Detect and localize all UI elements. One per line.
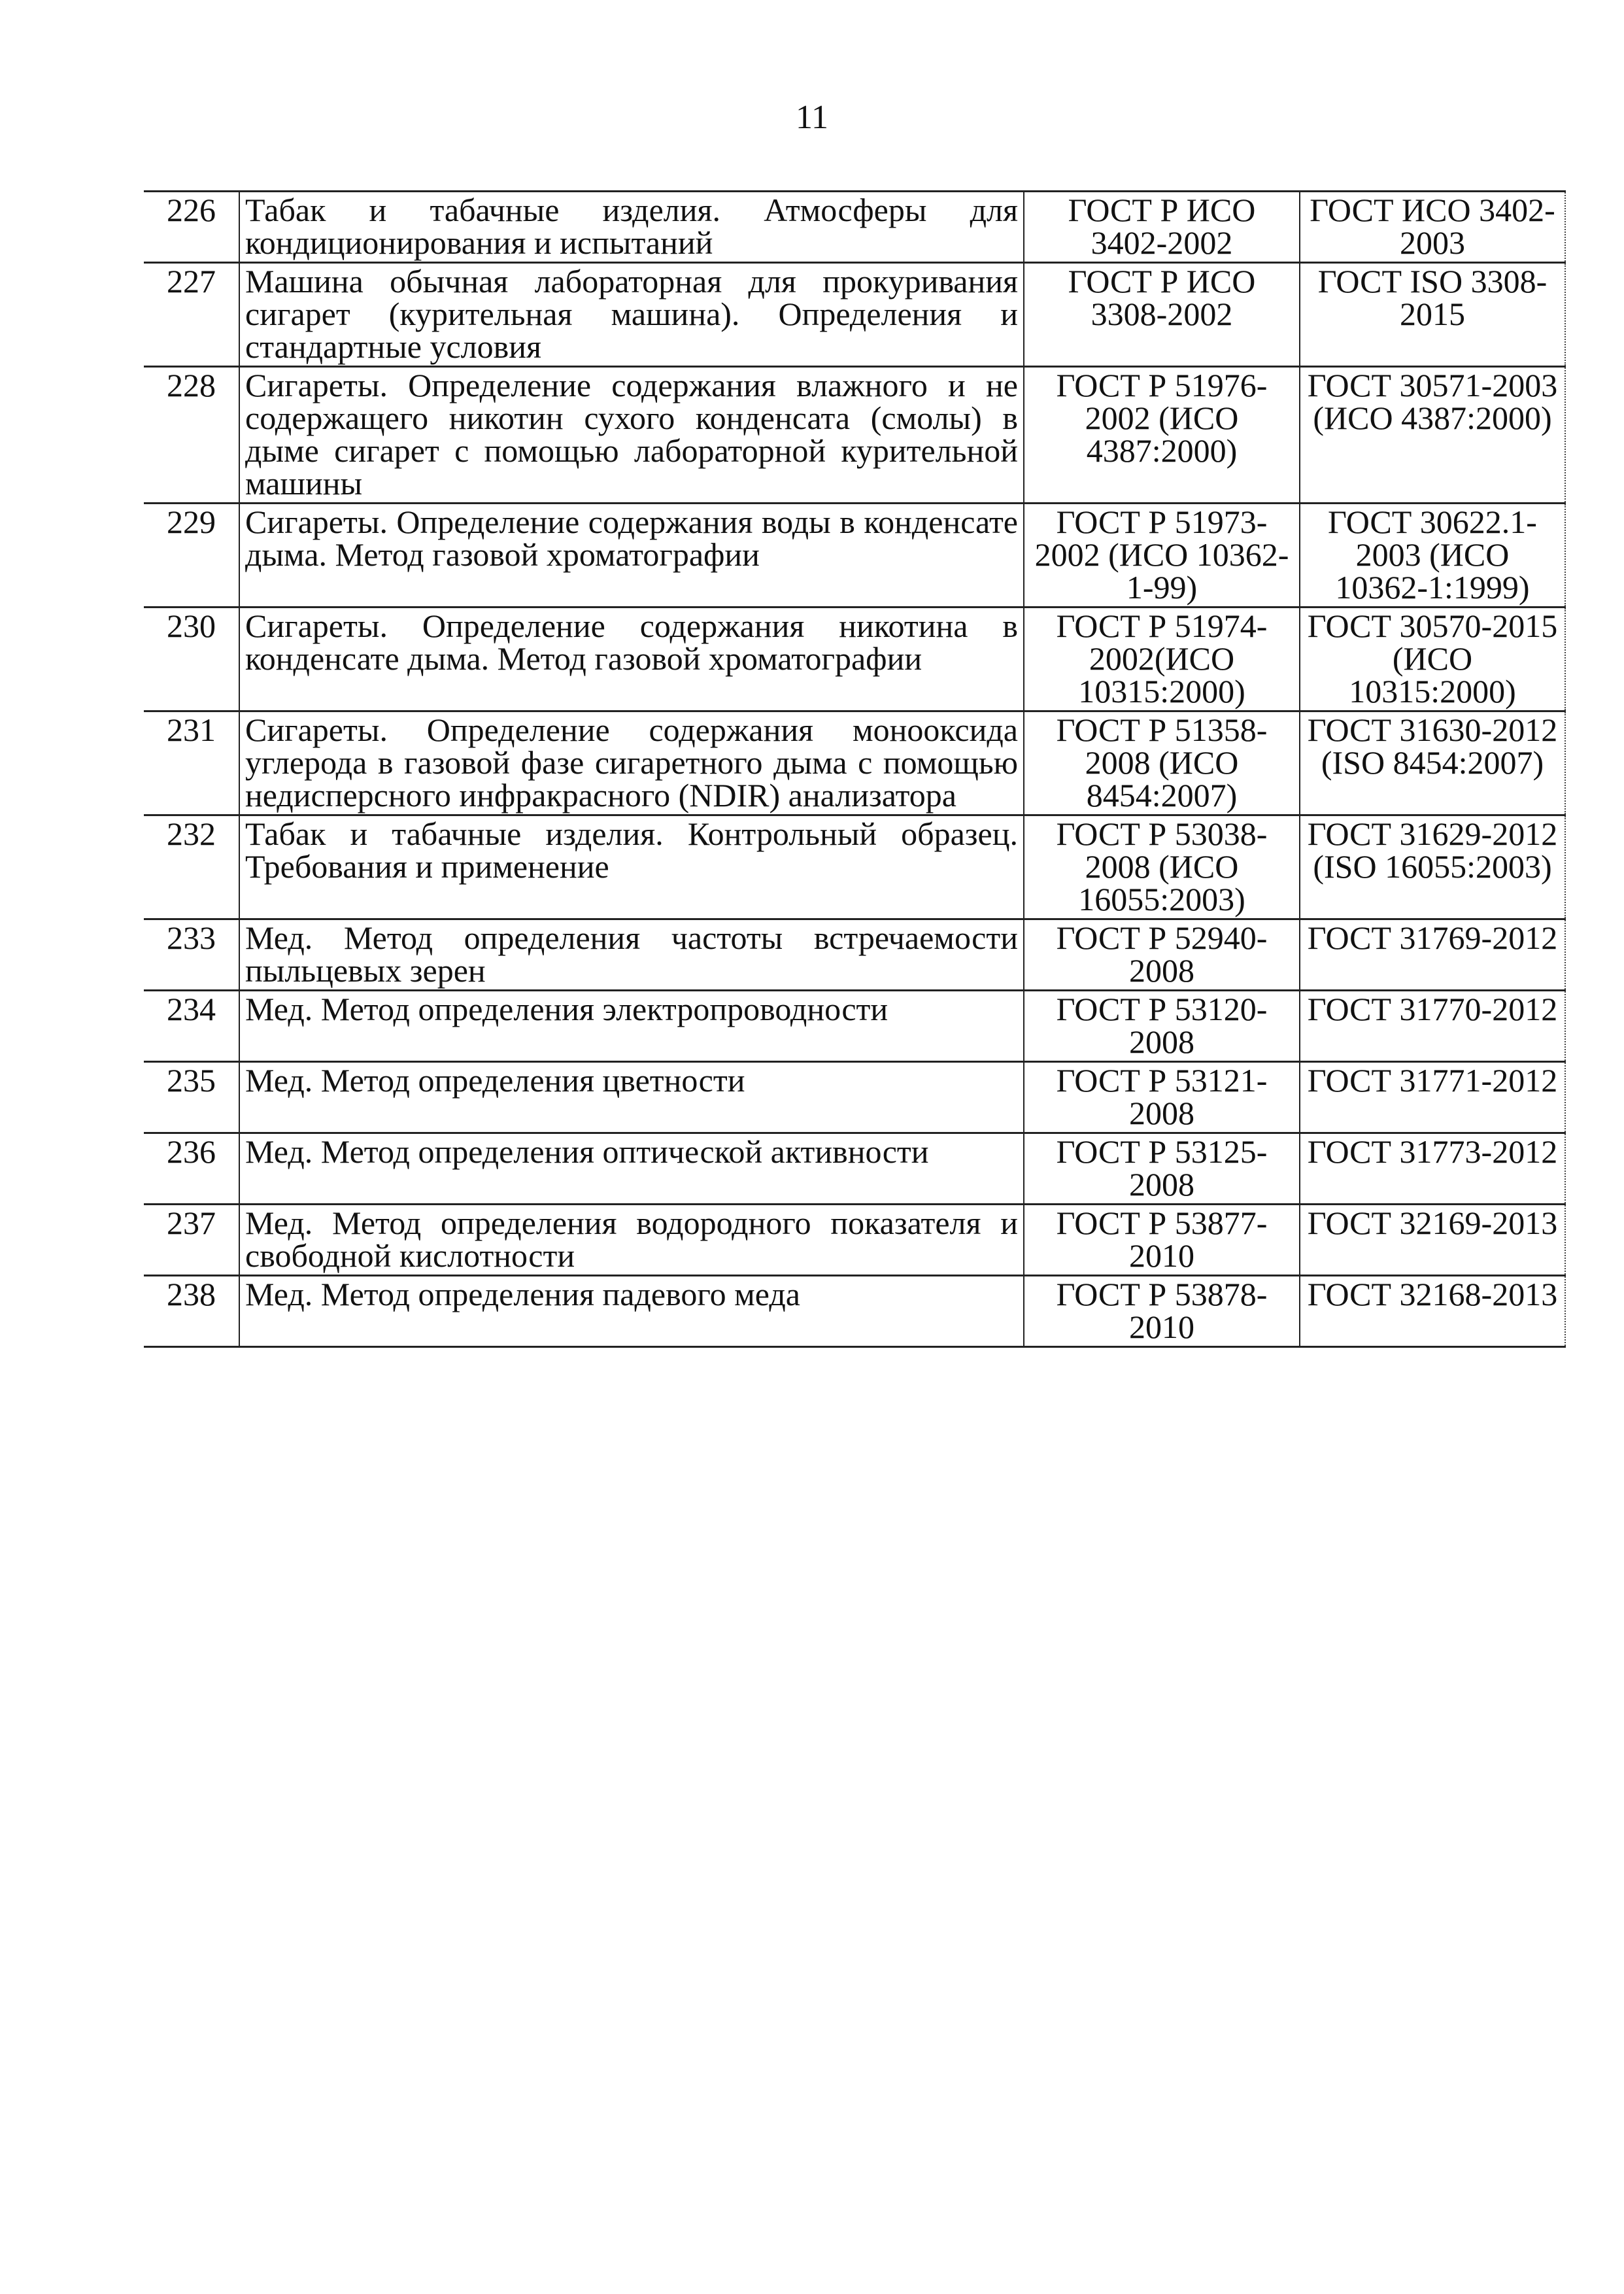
row-number: 229	[144, 504, 239, 608]
gost-designation: ГОСТ ИСО 3402-2003	[1300, 192, 1565, 263]
gost-designation: ГОСТ 31771-2012	[1300, 1062, 1565, 1133]
gost-r-designation: ГОСТ Р 51973-2002 (ИСО 10362-1-99)	[1024, 504, 1300, 608]
table-row	[144, 919, 1565, 991]
gost-r-designation: ГОСТ Р 53125-2008	[1024, 1133, 1300, 1205]
row-number: 236	[144, 1133, 239, 1205]
standard-title: Мед. Метод определения частоты встречаемости пыльцевых зерен	[239, 919, 1024, 991]
standard-title: Мед. Метод определения водородного показателя и свободной кислотности	[239, 1205, 1024, 1276]
gost-r-designation: ГОСТ Р 53038-2008 (ИСО 16055:2003)	[1024, 815, 1300, 919]
gost-r-designation: ГОСТ Р 53121-2008	[1024, 1062, 1300, 1133]
gost-designation: ГОСТ 31630-2012 (ISO 8454:2007)	[1300, 711, 1565, 815]
row-number: 238	[144, 1276, 239, 1347]
standards-table	[144, 190, 1566, 1348]
table-row	[144, 1276, 1565, 1347]
gost-designation: ГОСТ 32169-2013	[1300, 1205, 1565, 1276]
standard-title: Мед. Метод определения цветности	[239, 1062, 1024, 1133]
standard-title: Табак и табачные изделия. Контрольный образец. Требования и применение	[239, 815, 1024, 919]
gost-r-designation: ГОСТ Р 53120-2008	[1024, 991, 1300, 1062]
table-row	[144, 711, 1565, 815]
standard-title: Мед. Метод определения оптической активности	[239, 1133, 1024, 1205]
standard-title: Сигареты. Определение содержания монооксида углерода в газовой фазе сигаретного дыма с помощью недисперсного инфракрасного (NDIR) анализатора	[239, 711, 1024, 815]
gost-r-designation: ГОСТ Р 53878-2010	[1024, 1276, 1300, 1347]
row-number: 227	[144, 263, 239, 367]
standard-title: Машина обычная лабораторная для прокуривания сигарет (курительная машина). Определения и стандартные условия	[239, 263, 1024, 367]
row-number: 234	[144, 991, 239, 1062]
table-row	[144, 608, 1565, 711]
row-number: 233	[144, 919, 239, 991]
row-number: 230	[144, 608, 239, 711]
gost-designation: ГОСТ 31629-2012 (ISO 16055:2003)	[1300, 815, 1565, 919]
gost-designation: ГОСТ 31773-2012	[1300, 1133, 1565, 1205]
gost-designation: ГОСТ 30571-2003 (ИСО 4387:2000)	[1300, 367, 1565, 504]
table-row	[144, 263, 1565, 367]
standard-title: Табак и табачные изделия. Атмосферы для кондиционирования и испытаний	[239, 192, 1024, 263]
row-number: 237	[144, 1205, 239, 1276]
gost-designation: ГОСТ 30622.1-2003 (ИСО 10362-1:1999)	[1300, 504, 1565, 608]
standard-title: Сигареты. Определение содержания никотина в конденсате дыма. Метод газовой хроматографии	[239, 608, 1024, 711]
row-number: 231	[144, 711, 239, 815]
table-row	[144, 192, 1565, 263]
row-number: 228	[144, 367, 239, 504]
table-row	[144, 1133, 1565, 1205]
table-row	[144, 367, 1565, 504]
gost-designation: ГОСТ 31769-2012	[1300, 919, 1565, 991]
gost-r-designation: ГОСТ Р ИСО 3402-2002	[1024, 192, 1300, 263]
gost-r-designation: ГОСТ Р 52940-2008	[1024, 919, 1300, 991]
standards-table-body	[144, 192, 1565, 1347]
standard-title: Мед. Метод определения электропроводности	[239, 991, 1024, 1062]
standard-title: Сигареты. Определение содержания влажного и не содержащего никотин сухого конденсата (смолы) в дыме сигарет с помощью лабораторной курительной машины	[239, 367, 1024, 504]
row-number: 226	[144, 192, 239, 263]
standard-title: Сигареты. Определение содержания воды в конденсате дыма. Метод газовой хроматографии	[239, 504, 1024, 608]
row-number: 235	[144, 1062, 239, 1133]
gost-designation: ГОСТ 31770-2012	[1300, 991, 1565, 1062]
table-row	[144, 1205, 1565, 1276]
page-number: 11	[795, 99, 829, 136]
gost-designation: ГОСТ ISO 3308-2015	[1300, 263, 1565, 367]
table-row	[144, 504, 1565, 608]
gost-designation: ГОСТ 30570-2015 (ИСО 10315:2000)	[1300, 608, 1565, 711]
table-row	[144, 1062, 1565, 1133]
gost-r-designation: ГОСТ Р ИСО 3308-2002	[1024, 263, 1300, 367]
table-row	[144, 815, 1565, 919]
gost-r-designation: ГОСТ Р 51358-2008 (ИСО 8454:2007)	[1024, 711, 1300, 815]
gost-r-designation: ГОСТ Р 53877-2010	[1024, 1205, 1300, 1276]
gost-designation: ГОСТ 32168-2013	[1300, 1276, 1565, 1347]
standard-title: Мед. Метод определения падевого меда	[239, 1276, 1024, 1347]
gost-r-designation: ГОСТ Р 51976-2002 (ИСО 4387:2000)	[1024, 367, 1300, 504]
table-row	[144, 991, 1565, 1062]
row-number: 232	[144, 815, 239, 919]
gost-r-designation: ГОСТ Р 51974-2002(ИСО 10315:2000)	[1024, 608, 1300, 711]
